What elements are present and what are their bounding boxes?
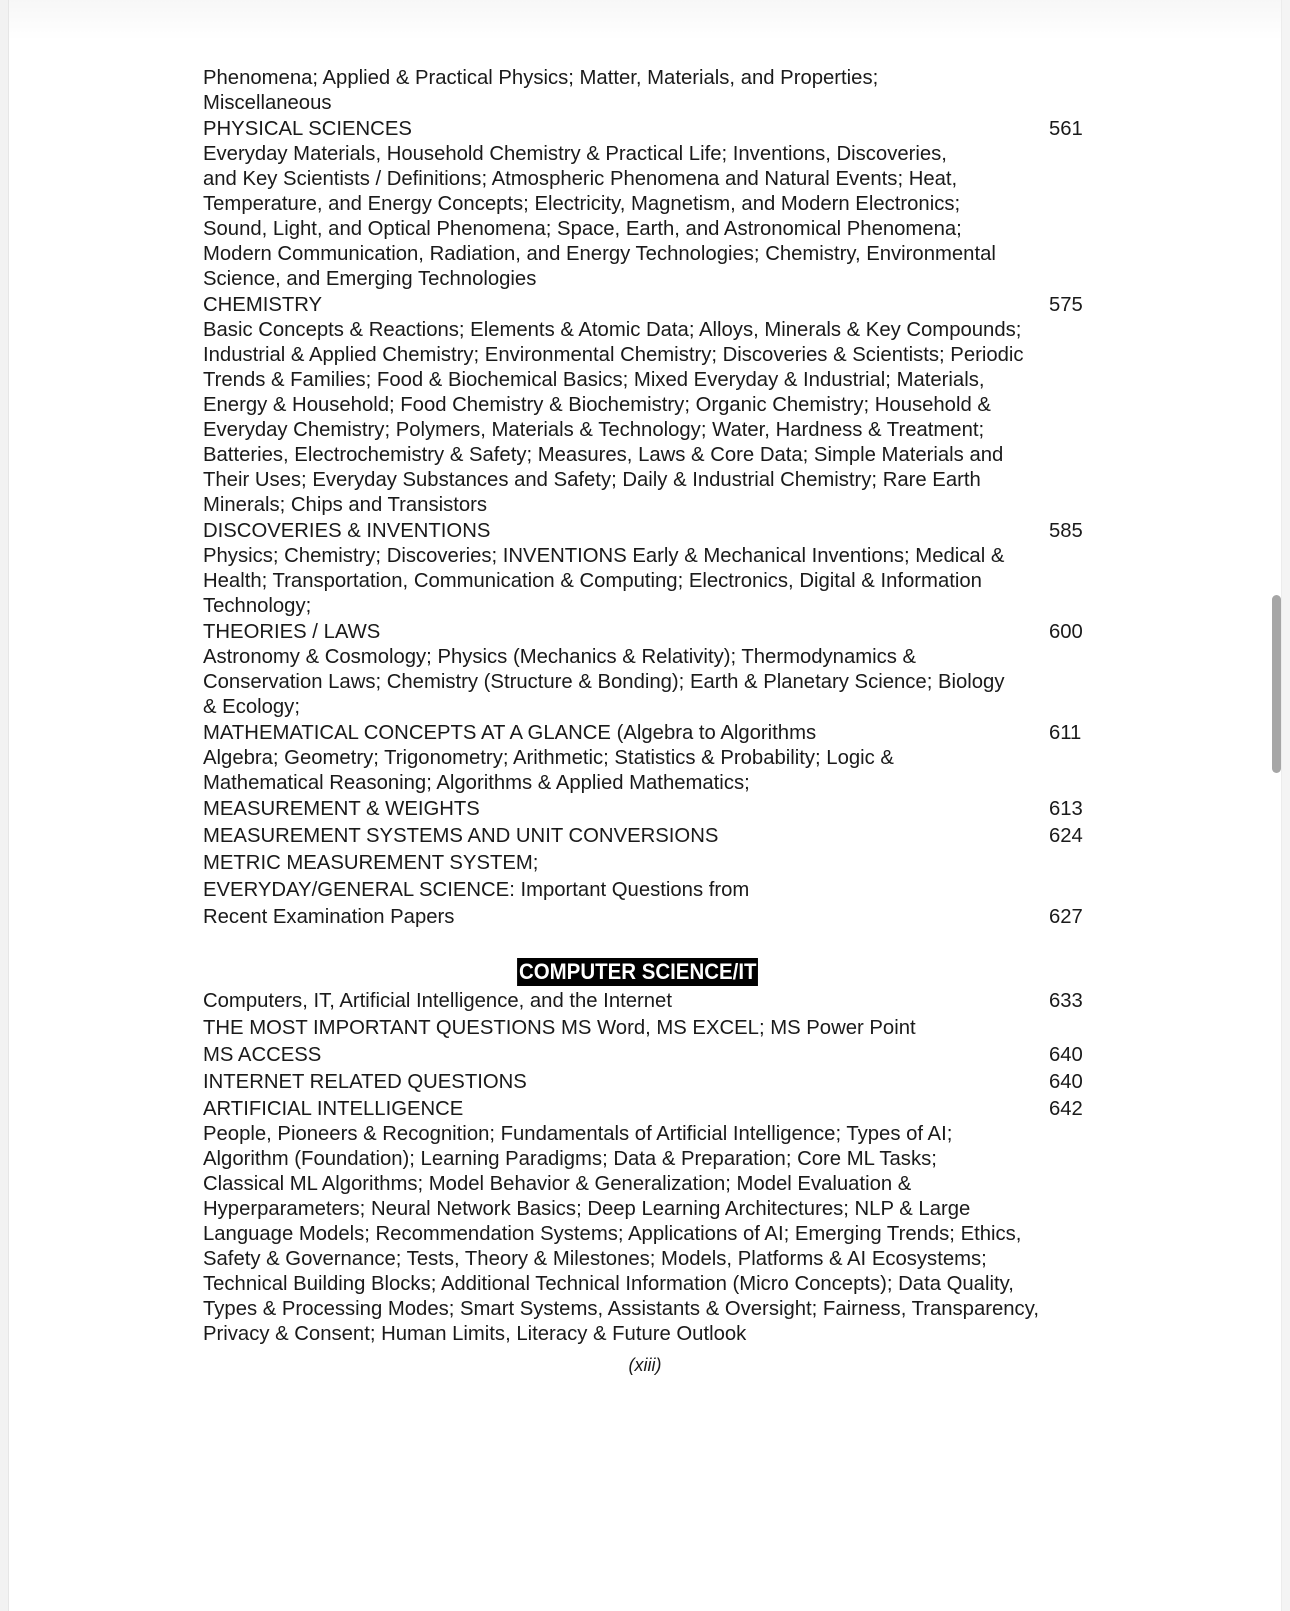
- toc-entry-description-line: Sound, Light, and Optical Phenomena; Space, Earth, and Astronomical Phenomena;: [203, 218, 962, 240]
- toc-entry[interactable]: [203, 877, 1073, 903]
- toc-entry[interactable]: [203, 1042, 1083, 1068]
- toc-entry-description-line: Language Models; Recommendation Systems; Applications of AI; Emerging Trends; Ethics,: [203, 1223, 1022, 1245]
- toc-entry-description-line: Minerals; Chips and Transistors: [203, 494, 488, 516]
- toc-entry-title[interactable]: PHYSICAL SCIENCES: [203, 118, 412, 140]
- toc-entry-description-line: & Ecology;: [203, 696, 300, 718]
- toc-entry-title[interactable]: MEASUREMENT & WEIGHTS: [203, 798, 480, 820]
- toc-entry-description-line: Classical ML Algorithms; Model Behavior & Generalization; Model Evaluation &: [203, 1173, 912, 1195]
- toc-entry[interactable]: [203, 1096, 1083, 1122]
- toc-page-number: 561: [1049, 118, 1083, 140]
- toc-entry-title[interactable]: THE MOST IMPORTANT QUESTIONS MS Word, MS EXCEL; MS Power Point: [203, 1017, 916, 1039]
- toc-entry[interactable]: [203, 1015, 1073, 1041]
- toc-page-number: 611: [1049, 722, 1082, 744]
- section-heading-wrap: [203, 958, 1073, 986]
- toc-entry-description-line: Astronomy & Cosmology; Physics (Mechanics & Relativity); Thermodynamics &: [203, 646, 917, 668]
- toc-list-computer-science: [203, 988, 1083, 1346]
- toc-entry-description-line: Trends & Families; Food & Biochemical Basics; Mixed Everyday & Industrial; Materials,: [203, 369, 985, 391]
- toc-entry-title[interactable]: EVERYDAY/GENERAL SCIENCE: Important Questions from: [203, 879, 750, 901]
- toc-entry-description-line: Physics; Chemistry; Discoveries; INVENTIONS Early & Mechanical Inventions; Medical &: [203, 545, 1005, 567]
- toc-entry[interactable]: [203, 720, 1082, 746]
- toc-entry-description-line: Their Uses; Everyday Substances and Safety; Daily & Industrial Chemistry; Rare Earth: [203, 469, 981, 491]
- toc-entry-description-line: Technical Building Blocks; Additional Technical Information (Micro Concepts); Data Quality,: [203, 1273, 1014, 1295]
- toc-entry-description-line: Technology;: [203, 595, 312, 617]
- toc-page-number: 585: [1049, 520, 1083, 542]
- toc-entry-title[interactable]: Computers, IT, Artificial Intelligence, and the Internet: [203, 990, 672, 1012]
- description-line: Miscellaneous: [203, 92, 332, 114]
- toc-entry[interactable]: [203, 823, 1083, 849]
- toc-entry[interactable]: [203, 796, 1083, 822]
- toc-page-number: 613: [1049, 798, 1083, 820]
- toc-entry-title[interactable]: CHEMISTRY: [203, 294, 323, 316]
- toc-list: [203, 116, 1083, 930]
- toc-page-number: 642: [1049, 1098, 1083, 1120]
- toc-entry-description-line: Safety & Governance; Tests, Theory & Milestones; Models, Platforms & AI Ecosystems;: [203, 1248, 987, 1270]
- toc-page: [203, 66, 1083, 1347]
- description-line: Phenomena; Applied & Practical Physics; Matter, Materials, and Properties;: [203, 67, 879, 89]
- toc-entry-description-line: Algebra; Geometry; Trigonometry; Arithmetic; Statistics & Probability; Logic &: [203, 747, 894, 769]
- toc-page-number: 633: [1049, 990, 1083, 1012]
- toc-entry-description-line: Basic Concepts & Reactions; Elements & Atomic Data; Alloys, Minerals & Key Compounds;: [203, 319, 1022, 341]
- toc-entry-description-line: Conservation Laws; Chemistry (Structure & Bonding); Earth & Planetary Science; Biology: [203, 671, 1005, 693]
- toc-entry[interactable]: [203, 518, 1083, 544]
- toc-entry[interactable]: [203, 619, 1083, 645]
- toc-entry-description-line: Temperature, and Energy Concepts; Electricity, Magnetism, and Modern Electronics;: [203, 193, 961, 215]
- toc-entry-title[interactable]: THEORIES / LAWS: [203, 621, 381, 643]
- toc-entry[interactable]: [203, 904, 1083, 930]
- toc-entry-description-line: Batteries, Electrochemistry & Safety; Measures, Laws & Core Data; Simple Materials and: [203, 444, 1004, 466]
- toc-entry-title[interactable]: MS ACCESS: [203, 1044, 322, 1066]
- toc-entry-title[interactable]: MATHEMATICAL CONCEPTS AT A GLANCE (Algebra to Algorithms: [203, 722, 817, 744]
- toc-page-number: 600: [1049, 621, 1083, 643]
- toc-entry-title[interactable]: METRIC MEASUREMENT SYSTEM;: [203, 852, 539, 874]
- toc-entry[interactable]: [203, 850, 1073, 876]
- toc-entry-description-line: Mathematical Reasoning; Algorithms & Applied Mathematics;: [203, 772, 750, 794]
- toc-page-number: 575: [1049, 294, 1083, 316]
- toc-entry-description-line: Everyday Chemistry; Polymers, Materials & Technology; Water, Hardness & Treatment;: [203, 419, 985, 441]
- toc-page-number: 640: [1049, 1044, 1083, 1066]
- toc-entry-title[interactable]: INTERNET RELATED QUESTIONS: [203, 1071, 527, 1093]
- toc-page-number: 627: [1049, 906, 1083, 928]
- toc-entry-description-line: Energy & Household; Food Chemistry & Biochemistry; Organic Chemistry; Household &: [203, 394, 991, 416]
- toc-entry[interactable]: [203, 116, 1083, 142]
- toc-entry-description-line: Science, and Emerging Technologies: [203, 268, 537, 290]
- toc-entry-title[interactable]: ARTIFICIAL INTELLIGENCE: [203, 1098, 464, 1120]
- toc-entry[interactable]: [203, 292, 1083, 318]
- toc-entry-description-line: Everyday Materials, Household Chemistry & Practical Life; Inventions, Discoveries,: [203, 143, 947, 165]
- toc-entry-description-line: Algorithm (Foundation); Learning Paradigms; Data & Preparation; Core ML Tasks;: [203, 1148, 937, 1170]
- toc-entry-description-line: Types & Processing Modes; Smart Systems, Assistants & Oversight; Fairness, Transparency,: [203, 1298, 1039, 1320]
- toc-page-number: 640: [1049, 1071, 1083, 1093]
- toc-entry-description-line: Industrial & Applied Chemistry; Environmental Chemistry; Discoveries & Scientists; Periodic: [203, 344, 1024, 366]
- toc-entry[interactable]: [203, 988, 1083, 1014]
- section-heading: COMPUTER SCIENCE/IT: [519, 959, 757, 984]
- toc-entry-description-line: Hyperparameters; Neural Network Basics; Deep Learning Architectures; NLP & Large: [203, 1198, 971, 1220]
- toc-entry-title[interactable]: MEASUREMENT SYSTEMS AND UNIT CONVERSIONS: [203, 825, 719, 847]
- toc-entry[interactable]: [203, 1069, 1083, 1095]
- toc-page-number: 624: [1049, 825, 1083, 847]
- toc-entry-title[interactable]: DISCOVERIES & INVENTIONS: [203, 520, 491, 542]
- toc-entry-description-line: People, Pioneers & Recognition; Fundamentals of Artificial Intelligence; Types of AI;: [203, 1123, 953, 1145]
- intro-fragment: [203, 66, 1073, 115]
- toc-entry-description-line: Privacy & Consent; Human Limits, Literacy & Future Outlook: [203, 1323, 747, 1345]
- page-folio: (xiii): [628, 1355, 662, 1375]
- toc-entry-description-line: and Key Scientists / Definitions; Atmospheric Phenomena and Natural Events; Heat,: [203, 168, 958, 190]
- toc-entry-title[interactable]: Recent Examination Papers: [203, 906, 455, 928]
- toc-entry-description-line: Health; Transportation, Communication & Computing; Electronics, Digital & Information: [203, 570, 982, 592]
- toc-entry-description-line: Modern Communication, Radiation, and Energy Technologies; Chemistry, Environmental: [203, 243, 996, 265]
- viewer-top-shadow: [9, 0, 1281, 40]
- scrollbar-thumb[interactable]: [1272, 595, 1281, 773]
